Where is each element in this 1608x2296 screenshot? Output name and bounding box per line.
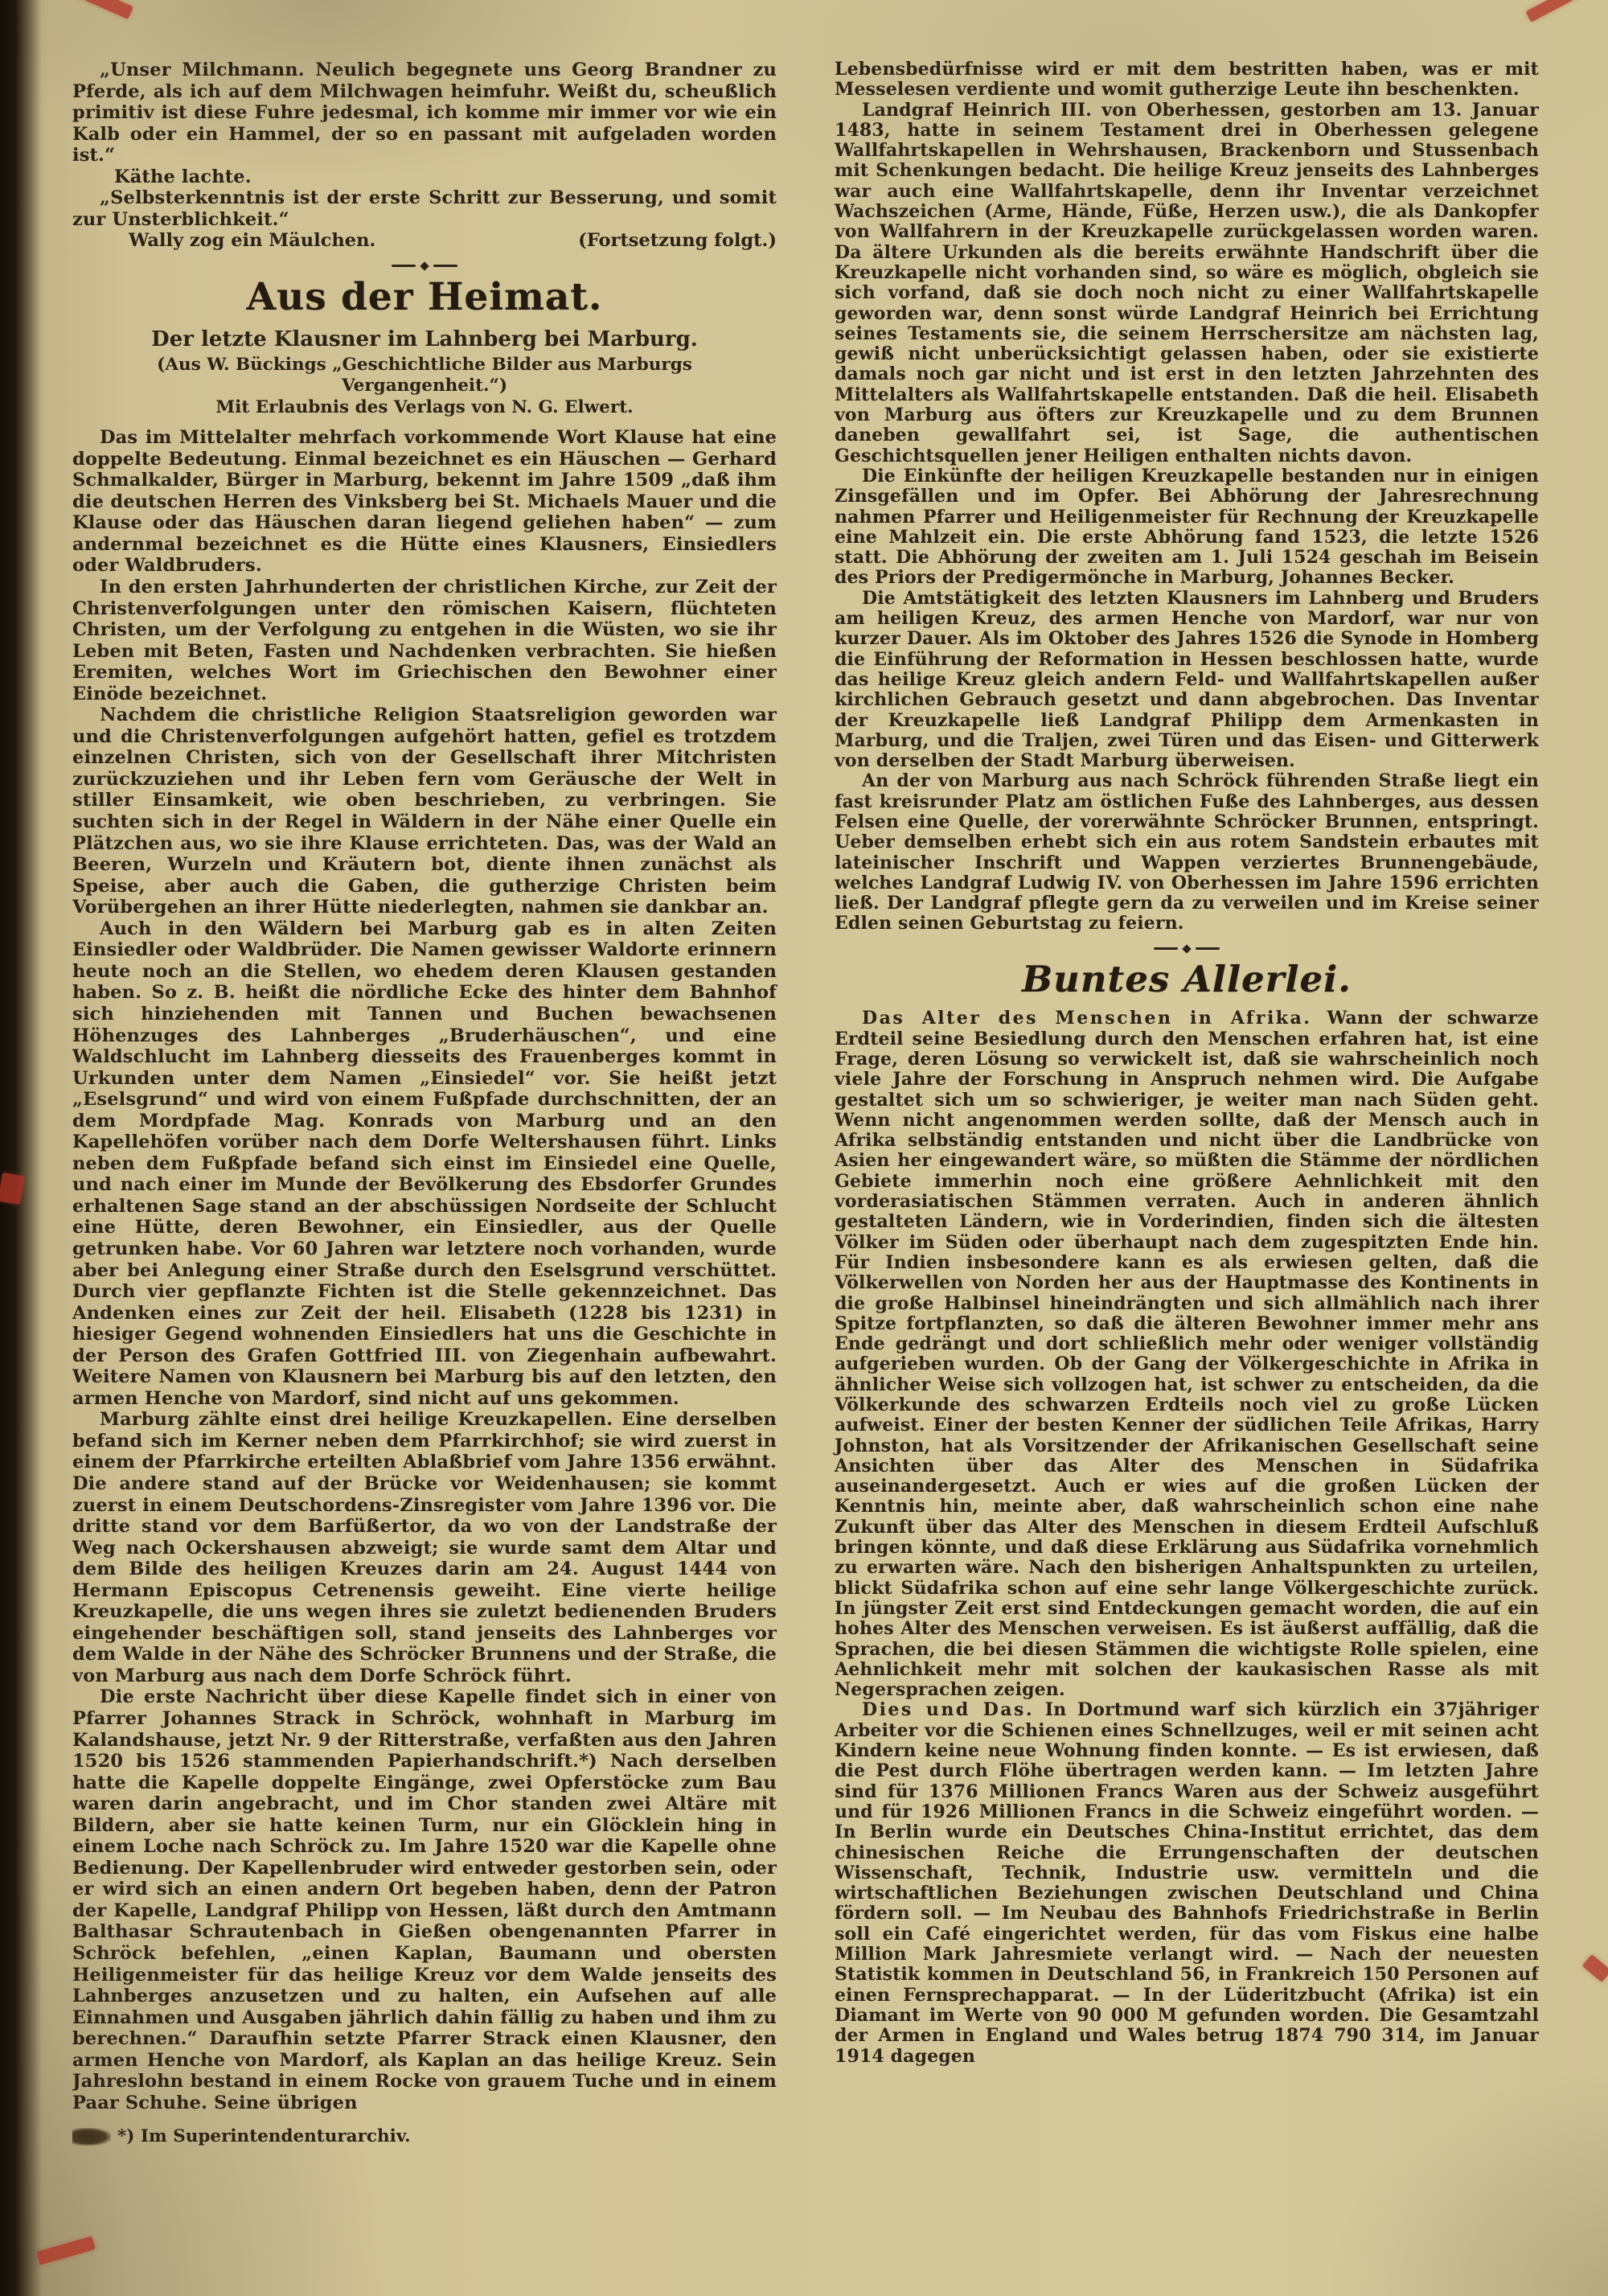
left-column (72, 60, 777, 2262)
divider-bar (392, 265, 416, 267)
divider-bar (1154, 947, 1178, 950)
article-paragraph: Das im Mittelalter mehrfach vorkommende Wort Klause hat eine doppelte Bedeutung. Einmal bezeichnet es ein Häuschen — Gerhard Schmalkalder, Bürger in Marburg, bekennt im Jahre 1509 „daß ihm die deutschen Herren des Vinksberg bei St. Michaels Mauer und die Klause oder das Häuschen daran liegend geliehen haben“ — zum andernmal bezeichnet es die Hütte eines Klausners, Einsiedlers oder Waldbruders. (72, 427, 777, 577)
article-paragraph: Die Amtstätigkeit des letzten Klausners im Lahnberg und Bruders am heiligen Kreuz, des armen Henche von Mardorf, war nur von kurzer Dauer. Als im Oktober des Jahres 1526 die Synode in Homberg die Einführung der Reformation in Hessen beschlossen hatte, wurde das heilige Kreuz gleich andern Feld- und Wallfahrtskapellen außer kirchlichen Gebrauch gesetzt und dann abgebrochen. Das Inventar der Kreuzkapelle ließ Landgraf Philipp dem Armenkasten in Marburg, und die Traljen, zwei Türen und das Eisen- und Gitterwerk von derselben der Stadt Marburg überweisen. (835, 587, 1539, 772)
right-column (835, 60, 1539, 2262)
article-paragraph: Die Einkünfte der heiligen Kreuzkapelle bestanden nur in einigen Zinsgefällen und im Opfer. Bei Abhörung der Jahresrechnung nahmen Pfarrer und Heiligenmeister für Rechnung der Kreuzkapelle eine Mahlzeit ein. Die erste Abhörung fand 1523, die letzte 1526 statt. Die Abhörung der zweiten am 1. Juli 1524 geschah im Beisein des Priors der Predigermönche in Marburg, Johannes Becker. (835, 465, 1539, 589)
page-content (72, 60, 1539, 2262)
section-divider-ornament (835, 946, 1539, 952)
divider-bar (1196, 947, 1220, 950)
article-paragraph: An der von Marburg aus nach Schröck führenden Straße liegt ein fast kreisrunder Platz am östlichen Fuße des Lahnberges, aus dessen Felsen eine Quelle, der vorerwähnte Schröcker Brunnen, entspringt. Ueber demselben erhebt sich ein aus rotem Sandstein erbautes mit lateinischer Inschrift und Wappen verziertes Brunnengebäude, welches Landgraf Ludwig IV. von Oberhessen im Jahre 1596 errichten ließ. Der Landgraf pflegte gern da zu verweilen und im Kreise seiner Edlen seinen Geburtstag zu feiern. (835, 770, 1539, 934)
story-paragraph: „Selbsterkenntnis ist der erste Schritt zur Besserung, und somit zur Unsterblichkeit.“ (72, 187, 777, 230)
story-closing-line (72, 230, 777, 252)
article-paragraph: Marburg zählte einst drei heilige Kreuzkapellen. Eine derselben befand sich im Kerner neben dem Pfarrkirchhof; sie wird zuerst in einem der Pfarrkirche erteilten Ablaßbrief vom Jahre 1356 erwähnt. Die andere stand auf der Brücke vor Weidenhausen; sie kommt zuerst in einem Deutschordens-Zinsregister vom Jahre 1396 vor. Die dritte stand vor dem Barfüßertor, da wo von der Landstraße der Weg nach Ockershausen abzweigt; sie wurde samt dem Altar und dem Bilde des heiligen Kreuzes darin am 24. August 1444 von Hermann Episcopus Cetrenensis geweiht. Eine vierte heilige Kreuzkapelle, die uns wegen ihres sie zuletzt bedienenden Bruders eingehender beschäftigen soll, stand jenseits des Lahnberges vor dem Walde in der Nähe des Schröcker Brunnens und der Straße, die von Marburg aus nach dem Dorfe Schröck führt. (72, 1409, 777, 1686)
misc-item-text: In Dortmund warf sich kürzlich ein 37jähriger Arbeiter vor die Schienen eines Schnellzuges, weil er mit seinen acht Kindern keine neue Wohnung finden konnte. — Es ist erwiesen, daß die Pest durch Flöhe übertragen werden kann. — Im letzten Jahre sind für 1376 Millionen Francs Waren aus der Schweiz ausgeführt und für 1926 Millionen Francs in die Schweiz eingeführt worden. — In Berlin wurde ein Deutsches China-Institut errichtet, das dem chinesischen Reiche die Errungenschaften der deutschen Wissenschaft, Technik, Industrie usw. vermitteln und die wirtschaftlichen Beziehungen zwischen Deutschland und China fördern soll. — Im Neubau des Bahnhofs Friedrichstraße in Berlin soll ein Café eingerichtet werden, für das vom Fiskus eine halbe Million Mark Jahresmiete verlangt wird. — Nach der neuesten Statistik kommen in Deutschland 56, in Frankreich 150 Personen auf einen Fernsprechapparat. — In der Lüderitzbucht (Afrika) ist ein Diamant im Werte von 90 000 M gefunden worden. Die Gesamtzahl der Armen in England und Wales betrug 1874 790 314, im Januar 1914 dagegen (835, 1699, 1539, 2067)
misc-item (835, 1008, 1539, 1700)
story-closing-text: Wally zog ein Mäulchen. (129, 230, 376, 252)
article-paragraph: Auch in den Wäldern bei Marburg gab es in alten Zeiten Einsiedler oder Waldbrüder. Die Namen gewisser Waldorte erinnern heute noch an die Stellen, wo ehedem deren Klausen gestanden haben. So z. B. heißt die nördliche Ecke des hinter dem Bahnhof sich hinziehenden mit Tannen und Buchen bewachsenen Höhenzuges des Lahnberges „Bruderhäuschen“, und eine Waldschlucht im Lahnberg diesseits des Frauenberges kommt in Urkunden unter dem Namen „Einsiedel“ vor. Sie heißt jetzt „Eselsgrund“ und wird von einem Fußpfade durchschnitten, der an dem Mordpfade Mag. Konrads von Marburg und an den Kapellehöfen vorüber nach dem Dorfe Weltershausen führt. Links neben dem Fußpfade befand sich einst im Einsiedel eine Quelle, und nach einer im Munde der Bevölkerung des Ebsdorfer Grundes erhaltenen Sage stand an der abschüssigen Nordseite der Schlucht eine Hütte, deren Bewohner, ein Einsiedler, aus der Quelle getrunken habe. Vor 60 Jahren war letztere noch vorhanden, wurde aber bei Anlegung einer Straße durch den Eselsgrund verschüttet. Durch vier gepflanzte Fichten ist die Stelle gekennzeichnet. Das Andenken eines zur Zeit der heil. Elisabeth (1228 bis 1231) in hiesiger Gegend wohnenden Einsiedlers hat uns die Geschichte in der Person des Grafen Gottfried III. von Ziegenhain aufbewahrt. Weitere Namen von Klausnern bei Marburg bis auf den letzten, den armen Henche von Mardorf, sind nicht auf uns gekommen. (72, 918, 777, 1409)
red-crayon-mark (71, 0, 133, 19)
misc-item-text: Wann der schwarze Erdteil seine Besiedlung durch den Menschen erfahren hat, ist eine Frage, deren Lösung so verwickelt ist, daß sie wahrscheinlich noch viele Jahre der Forschung in Anspruch nehmen wird. Die Aufgabe gestaltet sich um so schwieriger, je weiter man nach Süden geht. Wenn nicht angenommen werden sollte, daß der Mensch auch in Afrika selbständig entstanden und nicht über die Landbrücke von Asien her eingewandert wäre, so müßten die Stämme der nördlichen Gebiete immerhin noch eine größere Aehnlichkeit mit den vorderasiatischen Stämmen verraten. Auch in anderen ähnlich gestalteten Ländern, wie in Vorderindien, finden sich die ältesten Völker im Süden oder überhaupt nach dem zugespitzten Ende hin. Für Indien insbesondere kann es als erwiesen gelten, daß die Völkerwellen von Norden her aus der Hauptmasse des Kontinents in die große Halbinsel hineindrängten und sich allmählich nach ihrer Spitze fortpflanzten, so daß die älteren Bewohner immer mehr ans Ende gedrängt und dort schließlich mehr oder weniger vollständig aufgerieben wurden. Ob der Gang der Völkergeschichte in Afrika in ähnlicher Weise sich vollzogen hat, ist schwer zu entscheiden, da die Völkerkunde des schwarzen Erdteils noch viel zu große Lücken aufweist. Einer der besten Kenner der südlichen Teile Afrikas, Harry Johnston, hat als Vorsitzender der Afrikanischen Gesellschaft seine Ansichten über das Alter des Menschen in Südafrika auseinandergesetzt. Auch er wies auf die großen Lücken der Kenntnis hin, meinte aber, daß wahrscheinlich schon eine nahe Zukunft über das Alter des Menschen in diesem Erdteil Aufschluß bringen könnte, und daß diese Erklärung aus Südafrika vornehmlich zu erwarten wäre. Nach den bisherigen Anhaltspunkten zu urteilen, blickt Südafrika schon auf eine sehr lange Völkergeschichte zurück. In jüngster Zeit erst sind Entdeckungen gemacht worden, die auf ein hohes Alter des Menschen verweisen. Es ist äußerst auffällig, daß die Sprachen, die bei diesen Stämmen die wichtigste Rolle spielen, eine Aehnlichkeit mehr mit solchen der kaukasischen Rasse als mit Negersprachen zeigen. (835, 1008, 1539, 1701)
section-title-heimat: Aus der Heimat. (246, 274, 603, 319)
red-crayon-mark (1525, 0, 1590, 23)
section-title-allerlei: Buntes Allerlei. (1022, 957, 1352, 1000)
article-paragraph: Die erste Nachricht über diese Kapelle findet sich in einer von Pfarrer Johannes Strack in Schröck, wohnhaft in Marburg im Kalandshause, jetzt Nr. 9 der Ritterstraße, verfaßten aus den Jahren 1520 bis 1526 stammenden Papierhandschrift.*) Nach derselben hatte die Kapelle doppelte Eingänge, zwei Opferstöcke zum Bau waren darin angebracht, und im Chor standen zwei Altäre mit Bildern, aber sie hatte keinen Turm, nur ein Glöcklein hing in einem Loche nach Schröck zu. Im Jahre 1520 war die Kapelle ohne Bedienung. Der Kapellenbruder wird entweder gestorben sein, oder er wird sich an einen andern Ort begeben haben, denn der Patron der Kapelle, Landgraf Philipp von Hessen, läßt durch den Amtmann Balthasar Schrautenbach in Gießen obengenannten Pfarrer in Schröck befehlen, „einen Kaplan, Baumann und obersten Heiligenmeister für das heilige Kreuz vor dem Walde jenseits des Lahnberges anzusetzen und zu halten, ein Aufsehen auf alle Einnahmen und Ausgaben jährlich dahin fällig zu haben und ihm zu berechnen.“ Daraufhin setzte Pfarrer Strack einen Klausner, den armen Henche von Mardorf, als Kaplan an das heilige Kreuz. Sein Jahreslohn bestand in einem Rocke von grauem Tuche und in einem Paar Schuhe. Seine übrigen (72, 1686, 777, 2113)
divider-diamond (420, 261, 429, 270)
continuation-note: (Fortsetzung folgt.) (578, 230, 777, 252)
divider-bar (433, 265, 457, 267)
footnote (72, 2126, 777, 2146)
article-paragraph-continuation: Lebensbedürfnisse wird er mit dem bestritten haben, was er mit Messelesen verdiente und womit gutherzige Leute ihn beschenkten. (835, 60, 1539, 101)
article-paragraph: Nachdem die christliche Religion Staatsreligion geworden war und die Christenverfolgungen aufgehört hatten, gefiel es trotzdem einzelnen Christen, sich von der Gesellschaft ihrer Mitchristen zurückzuziehen und ihr Leben fern vom Geräusche der Welt in stiller Einsamkeit, wie oben beschrieben, zu verbringen. Sie suchten sich in der Regel in Wäldern in der Nähe einer Quelle ein Plätzchen aus, wo sie ihre Klause errichteten. Das, was der Wald an Beeren, Wurzeln und Kräutern bot, diente ihnen zunächst als Speise, aber auch die Gaben, die gutherzige Christen beim Vorübergehen an ihrer Hütte niederlegten, nahmen sie dankbar an. (72, 704, 777, 918)
red-crayon-mark (1582, 1954, 1608, 1982)
binding-edge (0, 0, 42, 2296)
divider-diamond (1182, 944, 1191, 953)
article-permission: Mit Erlaubnis des Verlags von N. G. Elwert. (215, 397, 634, 418)
article-paragraph: In den ersten Jahrhunderten der christlichen Kirche, zur Zeit der Christenverfolgungen unter den römischen Kaisern, flüchteten Christen, um der Verfolgung zu entgehen in die Wüsten, wo sie ihr Leben mit Beten, Fasten und Nachdenken verbrachten. Sie hießen Eremiten, welches Wort im Griechischen den Bewohner einer Einöde bezeichnet. (72, 577, 777, 704)
story-paragraph: „Unser Milchmann. Neulich begegnete uns Georg Brandner zu Pferde, als ich auf dem Milchwagen heimfuhr. Weißt du, scheußlich primitiv ist diese Fuhre jedesmal, ich komme mir immer vor wie ein Kalb oder ein Hammel, der so en passant mit aufgeladen worden ist.“ (72, 60, 777, 166)
article-title: Der letzte Klausner im Lahnberg bei Marburg. (151, 327, 698, 351)
footnote-text: *) Im Superintendenturarchiv. (117, 2126, 411, 2147)
misc-item (835, 1700, 1539, 2066)
article-source: (Aus W. Bückings „Geschichtliche Bilder aus Marburgs Vergangenheit.“) (157, 354, 692, 396)
ink-blot (72, 2128, 111, 2146)
article-paragraph: Landgraf Heinrich III. von Oberhessen, gestorben am 13. Januar 1483, hatte in seinem Testament drei in Oberhessen gelegene Wallfahrtskapellen in Wehrshausen, Brackenborn und Stussenbach mit Schenkungen bedacht. Die heilige Kreuz jenseits des Lahnberges war auch eine Wallfahrtskapelle, denn ihr Inventar verzeichnet Wachszeichen (Arme, Hände, Füße, Herzen usw.), die als Dankopfer von Wallfahrern in der Kreuzkapelle zurückgelassen worden waren. Da ältere Urkunden als die bereits erwähnte Handschrift über die Kreuzkapelle nicht vorhanden sind, so wäre es möglich, obgleich sie sich vorfand, daß sie doch noch nicht zu einer Wallfahrtskapelle geworden war, denn sonst würde Landgraf Heinrich bei Errichtung seines Testaments sie, die seinem Herrschersitze am nächsten lag, gewiß nicht unberücksichtigt gelassen haben, oder sie existierte damals noch gar nicht und ist erst in den letzten Jahrzehnten des Mittelalters als Wallfahrtskapelle entstanden. Daß die heil. Elisabeth von Marburg aus öfters zur Kreuzkapelle und zu dem Brunnen daneben gewallfahrt sei, ist Sage, die authentischen Geschichtsquellen jener Heiligen enthalten nichts davon. (835, 99, 1539, 466)
section-divider-ornament (72, 263, 777, 269)
story-paragraph: Käthe lachte. (114, 166, 252, 187)
misc-item-lead: Das Alter des Menschen in Afrika. (862, 1008, 1312, 1029)
misc-item-lead: Dies und Das. (862, 1699, 1035, 1721)
